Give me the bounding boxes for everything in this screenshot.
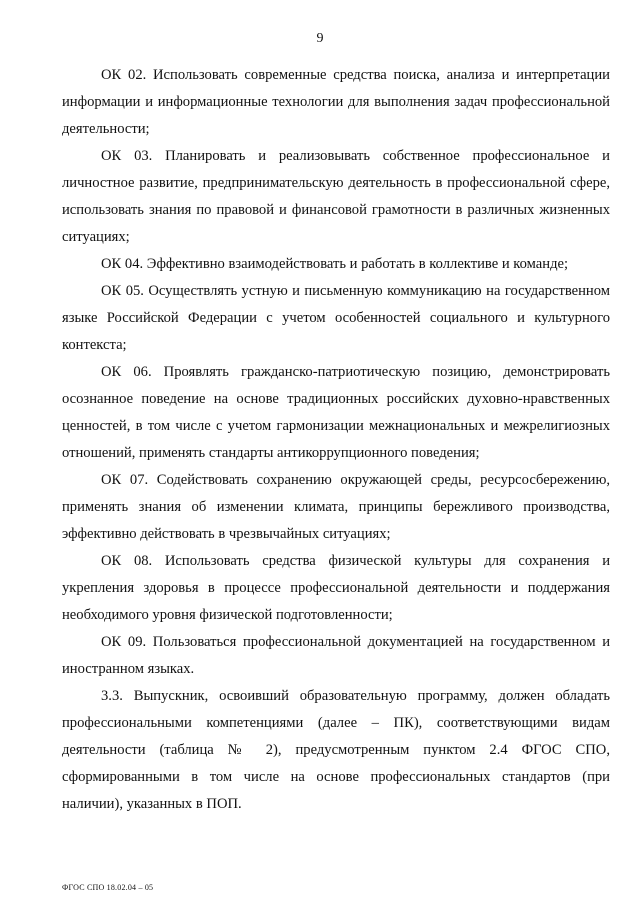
paragraph-ok-04: ОК 04. Эффективно взаимодействовать и работать в коллективе и команде; xyxy=(101,256,569,272)
document-body xyxy=(62,62,610,818)
paragraph-ok-05: ОК 05. Осуществлять устную и письменную коммуникацию на государственном языке Российской Федерации с учетом особенностей социального и культурного контекста; xyxy=(62,283,610,353)
footer-code: ФГОС СПО 18.02.04 – 05 xyxy=(62,883,154,892)
page-number: 9 xyxy=(316,31,324,46)
paragraph-ok-09: ОК 09. Пользоваться профессиональной документацией на государственном и иностранном языках. xyxy=(62,634,610,677)
paragraph-ok-07: ОК 07. Содействовать сохранению окружающей среды, ресурсосбережению, применять знания об изменении климата, принципы бережливого производства, эффективно действовать в чрезвычайных ситуациях; xyxy=(62,472,610,542)
paragraph-ok-08: ОК 08. Использовать средства физической культуры для сохранения и укрепления здоровья в процессе профессиональной деятельности и поддержания необходимого уровня физической подготовленности; xyxy=(62,553,610,623)
paragraph-ok-03: ОК 03. Планировать и реализовывать собственное профессиональное и личностное развитие, предпринимательскую деятельность в профессиональной сфере, использовать знания по правовой и финансовой грамотности в различных жизненных ситуациях; xyxy=(62,148,610,245)
paragraph-3-3: 3.3. Выпускник, освоивший образовательную программу, должен обладать профессиональными компетенциями (далее – ПК), соответствующими видам деятельности (таблица № 2), предусмотренным пунктом 2.4 ФГОС СПО, сформированными в том числе на основе профессиональных стандартов (при наличии), указанных в ПОП. xyxy=(62,688,610,812)
paragraph-ok-06: ОК 06. Проявлять гражданско-патриотическую позицию, демонстрировать осознанное поведение на основе традиционных российских духовно-нравственных ценностей, в том числе с учетом гармонизации межнациональных и межрелигиозных отношений, применять стандарты антикоррупционного поведения; xyxy=(62,364,610,461)
paragraph-ok-02: ОК 02. Использовать современные средства поиска, анализа и интерпретации информации и информационные технологии для выполнения задач профессиональной деятельности; xyxy=(62,67,610,137)
